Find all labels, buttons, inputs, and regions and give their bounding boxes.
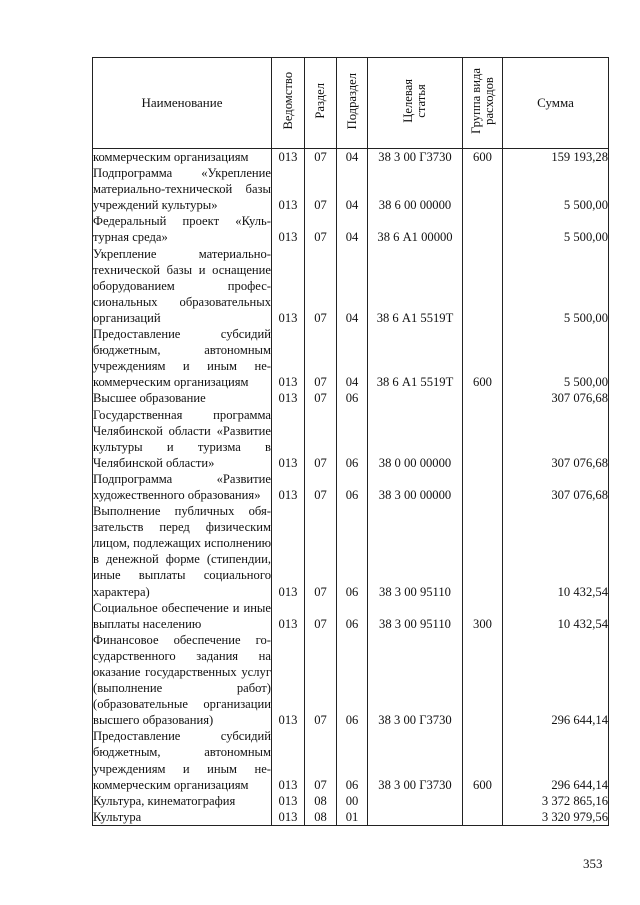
row-section: 07: [305, 600, 337, 632]
row-sum: 307 076,68: [503, 471, 609, 503]
row-target-item: 38 3 00 Г3730: [368, 632, 463, 729]
table-row: [93, 326, 609, 390]
table-row: [93, 600, 609, 632]
row-name: Высшее образование: [93, 390, 272, 406]
row-sum: 3 320 979,56: [503, 809, 609, 826]
row-expense-group: [463, 809, 503, 826]
row-expense-group: [463, 793, 503, 809]
row-subsection: 06: [337, 600, 368, 632]
row-section: 07: [305, 213, 337, 245]
row-expense-group: 600: [463, 326, 503, 390]
row-section: 07: [305, 728, 337, 792]
row-target-item: 38 3 00 Г3730: [368, 149, 463, 166]
row-department: 013: [272, 600, 305, 632]
row-name: Финансовое обеспечение государственного задания на оказание государственных услуг (выполнение работ) (образовательные организации высшего образования): [93, 632, 271, 728]
row-section: 08: [305, 793, 337, 809]
row-sum: 5 500,00: [503, 165, 609, 213]
row-name: Предоставление субсидий бюджетным, автономным учреждениям и иным некоммерческим организациям: [93, 327, 271, 390]
row-subsection: 06: [337, 471, 368, 503]
row-department: 013: [272, 793, 305, 809]
row-target-item: 38 3 00 Г3730: [368, 728, 463, 792]
row-target-item: [368, 390, 463, 406]
row-name: Предоставление субсидий бюджетным, автономным учреждениям и иным некоммерческим организациям: [93, 729, 271, 792]
row-target-item: 38 6 А1 5519Т: [368, 246, 463, 326]
row-expense-group: [463, 632, 503, 729]
row-expense-group: 600: [463, 149, 503, 166]
row-section: 07: [305, 165, 337, 213]
row-name: Федеральный проект «Культурная среда»: [93, 214, 271, 245]
row-expense-group: [463, 213, 503, 245]
row-sum: 296 644,14: [503, 728, 609, 792]
row-name: Культура, кинематография: [93, 793, 272, 809]
row-expense-group: [463, 390, 503, 406]
row-department: 013: [272, 246, 305, 326]
row-name: коммерческим организациям: [93, 149, 272, 166]
row-target-item: 38 6 А1 00000: [368, 213, 463, 245]
row-department: 013: [272, 471, 305, 503]
header-target-item: Целевая статья: [368, 58, 463, 149]
row-name: Государственная программа Челябинской области «Развитие культуры и туризма в Челябинской области»: [93, 407, 271, 470]
row-target-item: 38 3 00 00000: [368, 471, 463, 503]
row-sum: 10 432,54: [503, 503, 609, 600]
row-department: 013: [272, 165, 305, 213]
row-subsection: 04: [337, 149, 368, 166]
table-row: [93, 632, 609, 729]
table-row: [93, 728, 609, 792]
row-target-item: 38 6 А1 5519Т: [368, 326, 463, 390]
row-sum: 307 076,68: [503, 407, 609, 471]
row-subsection: 00: [337, 793, 368, 809]
row-target-item: [368, 809, 463, 826]
row-expense-group: 300: [463, 600, 503, 632]
row-section: 07: [305, 149, 337, 166]
row-subsection: 04: [337, 213, 368, 245]
row-subsection: 04: [337, 165, 368, 213]
row-expense-group: [463, 471, 503, 503]
header-expense-group: Группа вида расходов: [463, 58, 503, 149]
table-row: [93, 213, 609, 245]
row-section: 08: [305, 809, 337, 826]
table-row: [93, 165, 609, 213]
row-department: 013: [272, 632, 305, 729]
row-subsection: 06: [337, 503, 368, 600]
row-section: 07: [305, 471, 337, 503]
row-sum: 296 644,14: [503, 632, 609, 729]
page-number: 353: [583, 856, 603, 871]
row-name: Подпрограмма «Развитие художественного образования»: [93, 471, 271, 502]
row-name: Выполнение публичных обязательств перед физическим лицом, подлежащих исполнению в денежной форме (стипендии, иные выплаты социального характера): [93, 504, 271, 599]
table-row: [93, 246, 609, 326]
row-department: 013: [272, 728, 305, 792]
row-subsection: 04: [337, 326, 368, 390]
row-section: 07: [305, 503, 337, 600]
row-department: 013: [272, 809, 305, 826]
row-expense-group: [463, 165, 503, 213]
row-name: Культура: [93, 809, 272, 826]
row-name: Социальное обеспечение и иные выплаты населению: [93, 600, 271, 631]
header-name: Наименование: [93, 58, 272, 149]
row-name: Укрепление материально-технической базы и оснащение оборудованием профессиональных образовательных организаций: [93, 246, 271, 325]
header-sum: Сумма: [503, 58, 609, 149]
row-subsection: 04: [337, 246, 368, 326]
row-expense-group: [463, 407, 503, 471]
table-row: [93, 793, 609, 809]
row-sum: 5 500,00: [503, 326, 609, 390]
row-department: 013: [272, 503, 305, 600]
row-section: 07: [305, 390, 337, 406]
row-sum: 307 076,68: [503, 390, 609, 406]
row-target-item: [368, 793, 463, 809]
table-row: [93, 503, 609, 600]
table-header-row: [93, 58, 609, 149]
row-subsection: 06: [337, 728, 368, 792]
table-row: [93, 809, 609, 826]
row-department: 013: [272, 407, 305, 471]
row-target-item: 38 0 00 00000: [368, 407, 463, 471]
row-expense-group: [463, 246, 503, 326]
row-sum: 5 500,00: [503, 246, 609, 326]
header-subsection: Подраздел: [337, 58, 368, 149]
row-target-item: 38 3 00 95110: [368, 503, 463, 600]
row-sum: 5 500,00: [503, 213, 609, 245]
row-sum: 3 372 865,16: [503, 793, 609, 809]
row-sum: 159 193,28: [503, 149, 609, 166]
budget-table: [92, 57, 609, 826]
row-department: 013: [272, 390, 305, 406]
row-target-item: 38 6 00 00000: [368, 165, 463, 213]
table-row: [93, 407, 609, 471]
table-row: [93, 390, 609, 406]
row-expense-group: [463, 503, 503, 600]
row-expense-group: 600: [463, 728, 503, 792]
header-section: Раздел: [305, 58, 337, 149]
row-subsection: 06: [337, 632, 368, 729]
row-section: 07: [305, 246, 337, 326]
row-subsection: 06: [337, 407, 368, 471]
row-name: Подпрограмма «Укрепление материально-технической базы учреждений культуры»: [93, 166, 271, 213]
row-section: 07: [305, 326, 337, 390]
row-sum: 10 432,54: [503, 600, 609, 632]
row-target-item: 38 3 00 95110: [368, 600, 463, 632]
header-department: Ведомство: [272, 58, 305, 149]
row-department: 013: [272, 326, 305, 390]
row-department: 013: [272, 213, 305, 245]
row-subsection: 06: [337, 390, 368, 406]
table-row: [93, 471, 609, 503]
row-section: 07: [305, 632, 337, 729]
row-subsection: 01: [337, 809, 368, 826]
table-row: [93, 149, 609, 166]
row-section: 07: [305, 407, 337, 471]
row-department: 013: [272, 149, 305, 166]
